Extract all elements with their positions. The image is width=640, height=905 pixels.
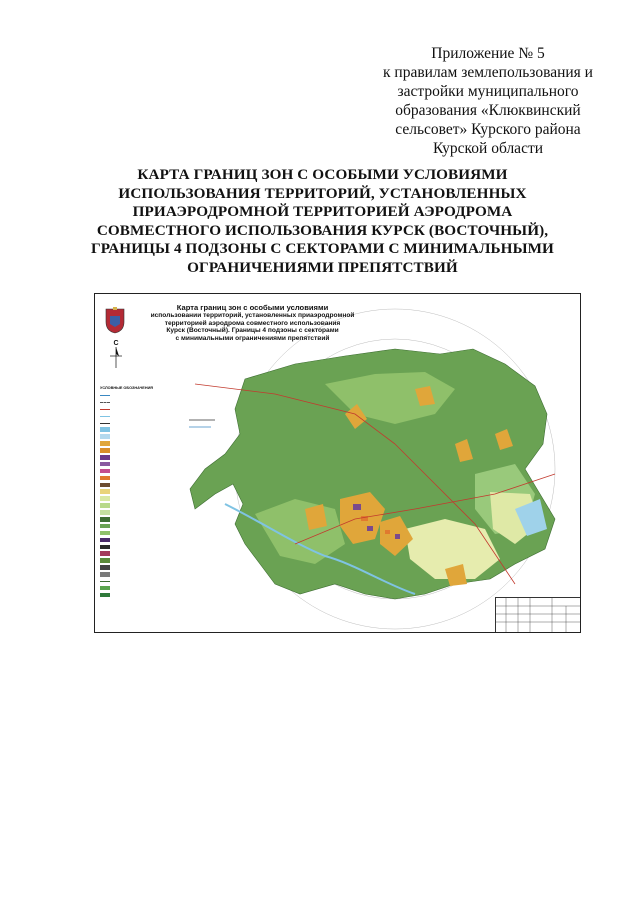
legend-item (100, 509, 182, 516)
title-block-stamp (495, 597, 581, 633)
legend-item (100, 557, 182, 564)
legend-item (100, 537, 182, 544)
title-line: ИСПОЛЬЗОВАНИЯ ТЕРРИТОРИЙ, УСТАНОВЛЕННЫХ (118, 184, 527, 202)
legend-item (100, 495, 182, 502)
legend-item (100, 488, 182, 495)
legend-item (100, 461, 182, 468)
title-line: ГРАНИЦЫ 4 ПОДЗОНЫ С СЕКТОРАМИ С МИНИМАЛЬНЫМИ (91, 240, 554, 258)
title-line: СОВМЕСТНОГО ИСПОЛЬЗОВАНИЯ КУРСК (ВОСТОЧНЫЙ), (96, 221, 549, 239)
legend-item (100, 440, 182, 447)
compass-letter: С (113, 340, 119, 347)
legend-item (100, 475, 182, 482)
legend-item (100, 433, 182, 440)
legend-item (100, 406, 182, 413)
appendix-line: сельсовет» Курского района (395, 121, 581, 138)
legend-item (100, 399, 182, 406)
map-legend (100, 386, 182, 598)
appendix-line: образования «Клюквинский (395, 102, 581, 119)
legend-item (100, 564, 182, 571)
document-title (60, 166, 585, 278)
legend-item (100, 544, 182, 551)
legend-item (100, 420, 182, 427)
legend-item (100, 482, 182, 489)
appendix-line: к правилам землепользования и (383, 64, 593, 81)
appendix-line: Приложение № 5 (431, 45, 545, 62)
map-title-line: с минимальными ограничениями препятствий (175, 334, 330, 342)
legend-title: УСЛОВНЫЕ ОБОЗНАЧЕНИЯ (100, 386, 154, 390)
map-title-line: территорией аэродрома совместного использования (164, 319, 341, 327)
map-title-line: использовании территорий, установленных приаэродромной (150, 312, 355, 319)
legend-item (100, 585, 182, 592)
legend-item (100, 571, 182, 578)
legend-item (100, 516, 182, 523)
map-title-line: Курск (Восточный). Границы 4 подзоны с секторами (166, 327, 339, 335)
title-line: ОГРАНИЧЕНИЯМИ ПРЕПЯТСТВИЙ (187, 258, 458, 276)
legend-item (100, 550, 182, 557)
legend-item (100, 413, 182, 420)
stamp-grid (496, 598, 580, 632)
map-title (135, 303, 370, 342)
coat-of-arms-icon (104, 307, 126, 334)
legend-item (100, 392, 182, 399)
legend-item (100, 578, 182, 585)
appendix-note (368, 44, 608, 158)
map-title-line: Карта границ зон с особыми условиями (176, 303, 329, 312)
title-line: ПРИАЭРОДРОМНОЙ ТЕРРИТОРИЕЙ АЭРОДРОМА (132, 203, 513, 221)
legend-item (100, 426, 182, 433)
legend-item (100, 502, 182, 509)
legend-item (100, 447, 182, 454)
title-line: КАРТА ГРАНИЦ ЗОН С ОСОБЫМИ УСЛОВИЯМИ (137, 166, 508, 183)
zone-map (94, 293, 581, 633)
appendix-line: застройки муниципального (397, 83, 579, 100)
legend-item (100, 523, 182, 530)
legend-item (100, 530, 182, 537)
legend-item (100, 454, 182, 461)
north-arrow-icon (109, 338, 123, 370)
legend-item (100, 592, 182, 599)
legend-item (100, 468, 182, 475)
appendix-line: Курской области (432, 140, 544, 157)
